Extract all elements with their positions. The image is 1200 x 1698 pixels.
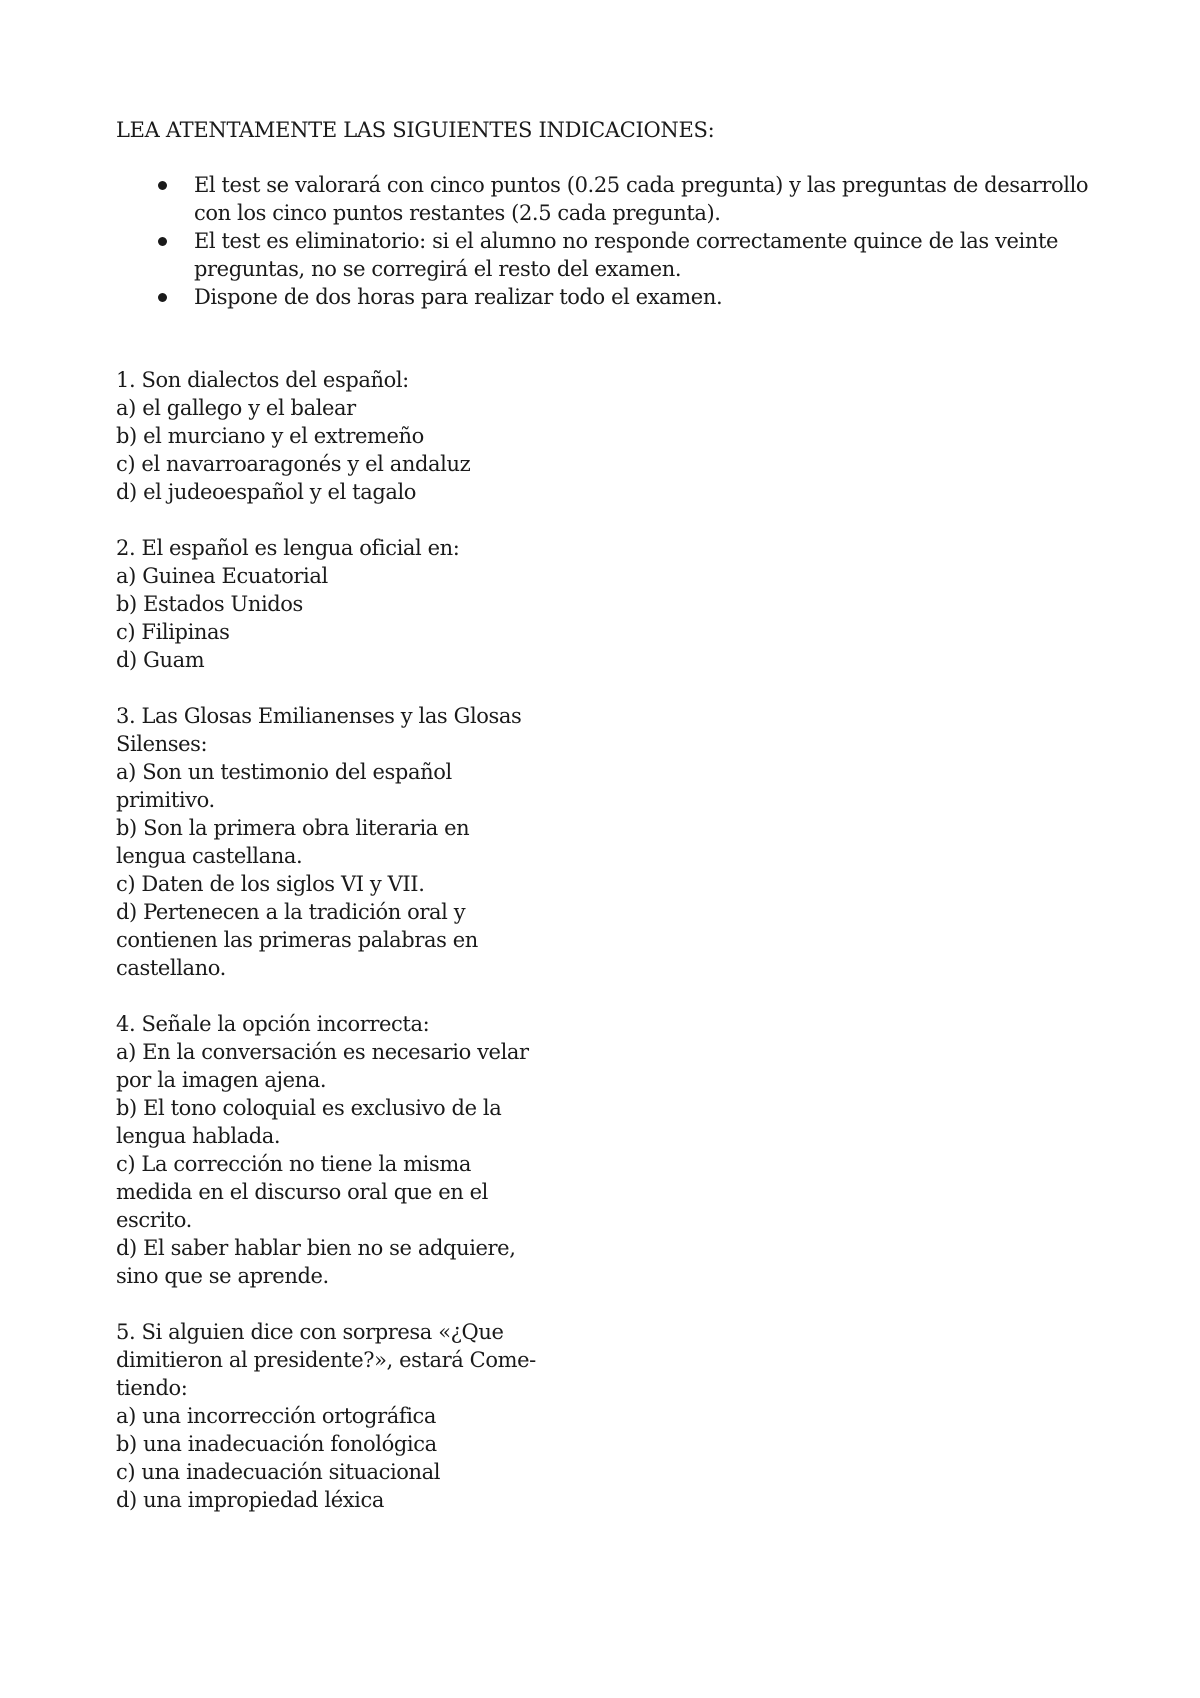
answer-option: c) Filipinas xyxy=(116,620,230,644)
question-prompt: 5. Si alguien dice con sorpresa «¿Que dimitieron al presidente?», estará Come-tiendo: xyxy=(116,1320,536,1400)
question-4 xyxy=(116,1010,536,1290)
answer-option: c) una inadecuación situacional xyxy=(116,1460,441,1484)
instruction-text: Dispone de dos horas para realizar todo el examen. xyxy=(194,285,723,309)
answer-option: b) el murciano y el extremeño xyxy=(116,424,424,448)
answer-option: b) El tono coloquial es exclusivo de la lengua hablada. xyxy=(116,1096,502,1148)
instruction-item xyxy=(194,227,1104,283)
instruction-text: El test se valorará con cinco puntos (0.25 cada pregunta) y las preguntas de desarrollo con los cinco puntos restantes (2.5 cada pregunta). xyxy=(194,173,1089,225)
bullet-icon xyxy=(158,237,167,246)
answer-option: d) Guam xyxy=(116,648,205,672)
answer-option: b) una inadecuación fonológica xyxy=(116,1432,437,1456)
instruction-item xyxy=(194,171,1104,227)
answer-option: c) el navarroaragonés y el andaluz xyxy=(116,452,471,476)
question-5 xyxy=(116,1318,536,1514)
answer-option: c) La corrección no tiene la misma medida en el discurso oral que en el escrito. xyxy=(116,1152,488,1232)
answer-option: a) Son un testimonio del español primitivo. xyxy=(116,760,452,812)
instructions-list xyxy=(194,171,1104,311)
instructions-heading: LEA ATENTAMENTE LAS SIGUIENTES INDICACIONES: xyxy=(116,118,715,142)
answer-option: a) una incorrección ortográfica xyxy=(116,1404,437,1428)
question-3 xyxy=(116,702,536,982)
instruction-text: El test es eliminatorio: si el alumno no responde correctamente quince de las veinte preguntas, no se corregirá el resto del examen. xyxy=(194,229,1059,281)
question-prompt: 4. Señale la opción incorrecta: xyxy=(116,1012,430,1036)
question-1 xyxy=(116,366,536,506)
instruction-item xyxy=(194,283,1104,311)
answer-option: b) Estados Unidos xyxy=(116,592,303,616)
answer-option: a) En la conversación es necesario velar por la imagen ajena. xyxy=(116,1040,529,1092)
answer-option: a) el gallego y el balear xyxy=(116,396,356,420)
answer-option: d) Pertenecen a la tradición oral y contienen las primeras palabras en castellano. xyxy=(116,900,478,980)
question-prompt: 3. Las Glosas Emilianenses y las Glosas Silenses: xyxy=(116,704,522,756)
answer-option: d) el judeoespañol y el tagalo xyxy=(116,480,417,504)
answer-option: b) Son la primera obra literaria en lengua castellana. xyxy=(116,816,470,868)
question-prompt: 1. Son dialectos del español: xyxy=(116,368,409,392)
question-list xyxy=(116,366,536,1542)
question-prompt: 2. El español es lengua oficial en: xyxy=(116,536,460,560)
bullet-icon xyxy=(158,293,167,302)
question-2 xyxy=(116,534,536,674)
answer-option: d) una impropiedad léxica xyxy=(116,1488,384,1512)
bullet-icon xyxy=(158,181,167,190)
answer-option: a) Guinea Ecuatorial xyxy=(116,564,328,588)
answer-option: d) El saber hablar bien no se adquiere, sino que se aprende. xyxy=(116,1236,516,1288)
answer-option: c) Daten de los siglos VI y VII. xyxy=(116,872,425,896)
